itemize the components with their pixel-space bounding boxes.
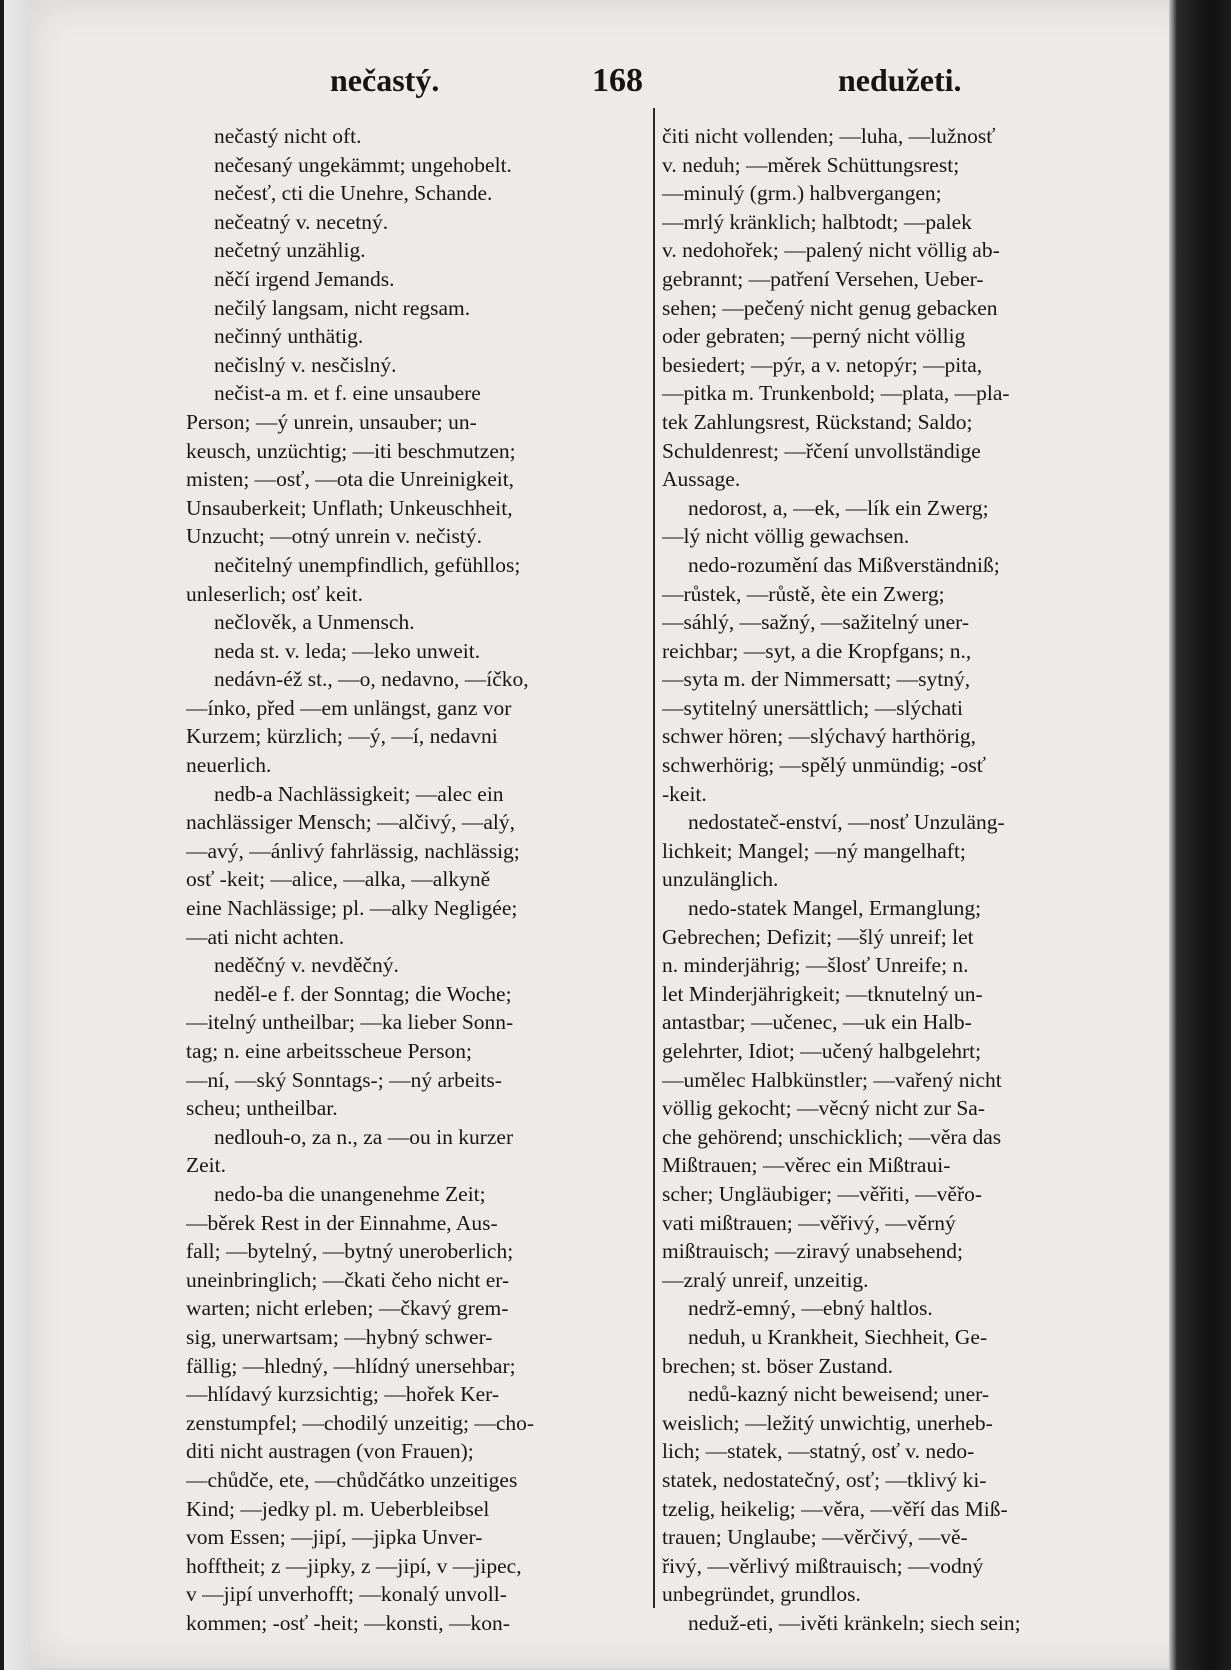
dictionary-line: v. nedohořek; —palený nicht völlig ab-	[662, 238, 1000, 263]
dictionary-line: osť -keit; —alice, —alka, —alkyně	[186, 867, 491, 892]
dictionary-line: —avý, —ánlivý fahrlässig, nachlässig;	[186, 838, 520, 863]
dictionary-line: —sytitelný unersättlich; —slýchati	[662, 695, 963, 720]
dictionary-line: tek Zahlungsrest, Rückstand; Saldo;	[662, 409, 973, 434]
dictionary-line: fall; —bytelný, —bytný uneroberlich;	[186, 1239, 514, 1264]
dictionary-line: hofftheit; z —jipky, z —jipí, v —jipec,	[186, 1553, 522, 1578]
dictionary-line: v —jipí unverhofft; —konalý unvoll-	[186, 1582, 507, 1607]
page-left-edge	[0, 0, 34, 1670]
dictionary-line: něčí irgend Jemands.	[214, 266, 395, 291]
dictionary-line: —sáhlý, —sažný, —sažitelný uner-	[662, 610, 970, 635]
dictionary-line: nedávn-éž st., —o, nedavno, —íčko,	[214, 667, 529, 692]
dictionary-line: —chůdče, ete, —chůdčátko unzeitiges	[186, 1467, 518, 1492]
dictionary-line: nedlouh-o, za n., za —ou in kurzer	[214, 1124, 514, 1149]
dictionary-line: —lý nicht völlig gewachsen.	[662, 524, 910, 549]
dictionary-line: brechen; st. böser Zustand.	[662, 1353, 894, 1378]
dictionary-line: uneinbringlich; —čkati čeho nicht er-	[186, 1267, 510, 1292]
dictionary-line: —umělec Halbkünstler; —vařený nicht	[662, 1067, 1002, 1092]
dictionary-line: nedo-ba die unangenehme Zeit;	[214, 1181, 486, 1206]
dictionary-line: čiti nicht vollenden; —luha, —lužnosť	[662, 124, 996, 148]
dictionary-line: besiedert; —pýr, a v. netopýr; —pita,	[662, 352, 983, 377]
dictionary-line: tag; n. eine arbeitsscheue Person;	[186, 1039, 472, 1063]
dictionary-line: gebrannt; —patření Versehen, Ueber-	[662, 266, 984, 291]
dictionary-line: warten; nicht erleben; —čkavý grem-	[186, 1296, 509, 1321]
dictionary-line: —hlídavý kurzsichtig; —hořek Ker-	[186, 1382, 500, 1407]
dictionary-line: —zralý unreif, unzeitig.	[662, 1267, 869, 1292]
dictionary-line: nedorost, a, —ek, —lík ein Zwerg;	[688, 495, 989, 520]
dictionary-line: Kurzem; kürzlich; —ý, —í, nedavni	[186, 724, 498, 749]
dictionary-line: —ínko, před —em unlängst, ganz vor	[186, 695, 512, 720]
running-head	[330, 62, 980, 112]
dictionary-line: unbegründet, grundlos.	[662, 1582, 861, 1607]
right-column	[662, 122, 1134, 1637]
dictionary-line: nečist-a m. et f. eine unsaubere	[214, 381, 481, 406]
dictionary-line: neda st. v. leda; —leko unweit.	[214, 638, 481, 663]
dictionary-line: —ati nicht achten.	[186, 924, 345, 949]
dictionary-line: antastbar; —učenec, —uk ein Halb-	[662, 1010, 972, 1035]
dictionary-line: tzelig, heikelig; —věra, —věří das Miß-	[662, 1496, 1008, 1521]
dictionary-line: Unsauberkeit; Unflath; Unkeuschheit,	[186, 495, 513, 520]
dictionary-line: nečesaný ungekämmt; ungehobelt.	[214, 152, 512, 177]
dictionary-line: scher; Ungläubiger; —věřiti, —věřo-	[662, 1181, 983, 1206]
dictionary-line: unleserlich; osť keit.	[186, 581, 363, 606]
dictionary-line: —itelný untheilbar; —ka lieber Sonn-	[186, 1010, 514, 1035]
dictionary-line: lich; —statek, —statný, osť v. nedo-	[662, 1439, 975, 1464]
dictionary-line: vati mißtrauen; —věřivý, —věrný	[662, 1210, 956, 1235]
column-divider	[653, 108, 655, 1608]
dictionary-line: schwerhörig; —spělý unmündig; -osť	[662, 753, 986, 778]
dictionary-line: nečesť, cti die Unehre, Schande.	[214, 181, 493, 206]
dictionary-line: nečetný unzählig.	[214, 238, 366, 263]
dictionary-line: nečislný v. nesčislný.	[214, 352, 397, 377]
dictionary-line: Unzucht; —otný unrein v. nečistý.	[186, 524, 482, 549]
dictionary-line: -keit.	[662, 781, 707, 806]
dictionary-line: —růstek, —růstě, ète ein Zwerg;	[662, 581, 945, 606]
dictionary-line: lichkeit; Mangel; —ný mangelhaft;	[662, 838, 966, 863]
dictionary-line: —pitka m. Trunkenbold; —plata, —pla-	[662, 381, 1010, 406]
dictionary-line: Mißtrauen; —věrec ein Mißtraui-	[662, 1153, 951, 1178]
dictionary-line: kommen; -osť -heit; —konsti, —kon-	[186, 1610, 510, 1635]
dictionary-line: nečastý nicht oft.	[214, 124, 362, 148]
dictionary-line: nedb-a Nachlässigkeit; —alec ein	[214, 781, 504, 806]
dictionary-line: nečilý langsam, nicht regsam.	[214, 295, 471, 320]
dictionary-line: reichbar; —syt, a die Kropfgans; n.,	[662, 638, 972, 663]
header-right-word: nedužeti.	[838, 62, 962, 98]
dictionary-line: schwer hören; —slýchavý harthörig,	[662, 724, 977, 749]
dictionary-line: sig, unerwartsam; —hybný schwer-	[186, 1324, 493, 1349]
dictionary-line: scheu; untheilbar.	[186, 1096, 338, 1121]
dictionary-line: let Minderjährigkeit; —tknutelný un-	[662, 981, 983, 1006]
dictionary-line: nedo-statek Mangel, Ermanglung;	[688, 896, 982, 921]
dictionary-line: neduž-eti, —ivěti kränkeln; siech sein;	[688, 1610, 1021, 1635]
dictionary-line: nedostateč-enství, —nosť Unzuläng-	[688, 810, 1005, 835]
dictionary-line: statek, nedostatečný, osť; —tklivý ki-	[662, 1467, 987, 1492]
dictionary-line: keusch, unzüchtig; —iti beschmutzen;	[186, 438, 516, 463]
dictionary-line: v. neduh; —měrek Schüttungsrest;	[662, 152, 960, 177]
dictionary-line: vom Essen; —jipí, —jipka Unver-	[186, 1525, 483, 1550]
dictionary-line: nečinný unthätig.	[214, 324, 364, 349]
dictionary-line: Gebrechen; Defizit; —šlý unreif; let	[662, 924, 974, 949]
dictionary-line: sehen; —pečený nicht genug gebacken	[662, 295, 998, 320]
dictionary-line: Zeit.	[186, 1153, 226, 1178]
dictionary-line: nedů-kazný nicht beweisend; uner-	[688, 1382, 990, 1407]
dictionary-line: diti nicht austragen (von Frauen);	[186, 1439, 474, 1464]
page-number: 168	[592, 62, 643, 99]
dictionary-line: Person; —ý unrein, unsauber; un-	[186, 409, 477, 434]
dictionary-line: misten; —osť, —ota die Unreinigkeit,	[186, 467, 515, 492]
dictionary-line: nečeatný v. necetný.	[214, 209, 389, 234]
page-right-edge	[1169, 0, 1231, 1670]
dictionary-line: trauen; Unglaube; —věrčivý, —vě-	[662, 1525, 968, 1550]
dictionary-line: neděl-e f. der Sonntag; die Woche;	[214, 981, 512, 1006]
dictionary-line: neděčný v. nevděčný.	[214, 953, 399, 978]
dictionary-line: nedrž-emný, —ebný haltlos.	[688, 1296, 933, 1321]
dictionary-line: che gehörend; unschicklich; —věra das	[662, 1124, 1002, 1149]
dictionary-line: weislich; —ležitý unwichtig, unerheb-	[662, 1410, 993, 1435]
dictionary-line: mißtrauisch; —ziravý unabsehend;	[662, 1239, 963, 1264]
dictionary-line: Kind; —jedky pl. m. Ueberbleibsel	[186, 1496, 490, 1521]
dictionary-line: nečitelný unempfindlich, gefühllos;	[214, 552, 521, 577]
dictionary-line: neduh, u Krankheit, Siechheit, Ge-	[688, 1324, 988, 1349]
dictionary-line: fällig; —hledný, —hlídný unersehbar;	[186, 1353, 516, 1378]
dictionary-line: nachlässiger Mensch; —alčivý, —alý,	[186, 810, 515, 835]
left-column	[186, 122, 646, 1637]
dictionary-line: nečlověk, a Unmensch.	[214, 610, 415, 635]
dictionary-line: n. minderjährig; —šlosť Unreife; n.	[662, 953, 969, 978]
dictionary-line: oder gebraten; —perný nicht völlig	[662, 324, 966, 349]
dictionary-line: neuerlich.	[186, 753, 272, 778]
dictionary-line: —běrek Rest in der Einnahme, Aus-	[186, 1210, 498, 1235]
dictionary-line: Schuldenrest; —řčení unvollständige	[662, 438, 981, 463]
dictionary-line: nedo-rozumění das Mißverständniß;	[688, 552, 1000, 577]
dictionary-line: —syta m. der Nimmersatt; —sytný,	[662, 667, 971, 692]
dictionary-line: —ní, —ský Sonntags-; —ný arbeits-	[186, 1067, 502, 1092]
dictionary-line: —mrlý kränklich; halbtodt; —palek	[662, 209, 972, 234]
dictionary-line: Aussage.	[662, 467, 741, 492]
dictionary-line: —minulý (grm.) halbvergangen;	[662, 181, 942, 206]
header-left-word: nečastý.	[330, 62, 440, 98]
dictionary-line: řivý, —věrlivý mißtrauisch; —vodný	[662, 1553, 984, 1578]
dictionary-line: gelehrter, Idiot; —učený halbgelehrt;	[662, 1039, 982, 1063]
dictionary-line: zenstumpfel; —chodilý unzeitig; —cho-	[186, 1410, 535, 1435]
dictionary-line: unzulänglich.	[662, 867, 779, 892]
dictionary-line: eine Nachlässige; pl. —alky Negligée;	[186, 896, 518, 921]
dictionary-line: völlig gekocht; —věcný nicht zur Sa-	[662, 1096, 986, 1121]
